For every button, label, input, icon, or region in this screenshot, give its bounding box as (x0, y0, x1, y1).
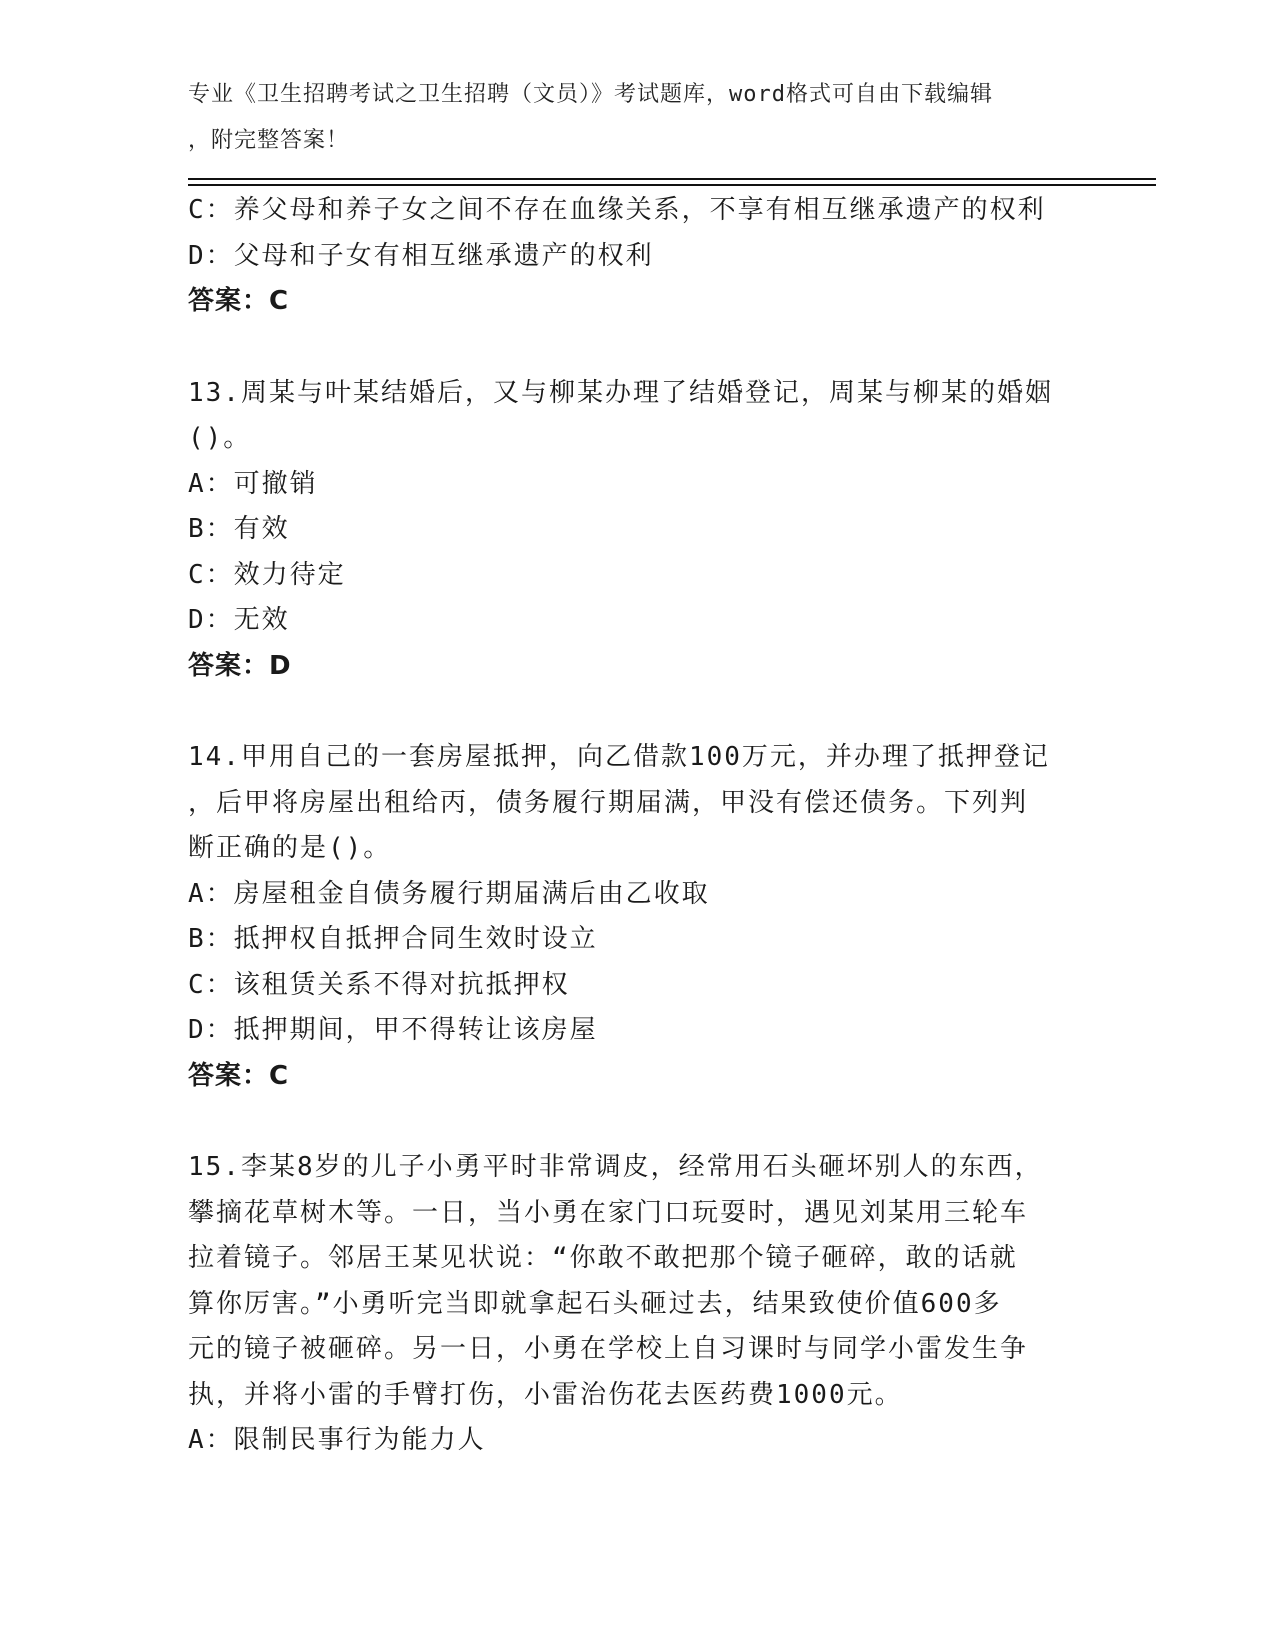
q15-stem-line-2: 攀摘花草树木等。一日，当小勇在家门口玩耍时，遇见刘某用三轮车 (188, 1197, 1029, 1228)
q13-option-a: A：可撤销 (188, 468, 318, 499)
header-divider-bottom (188, 184, 1156, 186)
question-14 (188, 735, 1088, 1099)
q13-option-c: C：效力待定 (188, 559, 346, 590)
question-13 (188, 371, 1088, 690)
q14-option-d: D：抵押期间，甲不得转让该房屋 (188, 1015, 598, 1045)
header-line-1: 专业《卫生招聘考试之卫生招聘（文员）》考试题库，word格式可自由下载编辑 (188, 82, 993, 107)
q13-option-d: D：无效 (188, 605, 290, 635)
q15-stem-line-3: 拉着镜子。邻居王某见状说：“你敢不敢把那个镜子砸碎，敢的话就 (188, 1243, 1018, 1273)
spacer (188, 689, 1088, 735)
q15-stem-line-6: 执，并将小雷的手臂打伤，小雷治伤花去医药费1000元。 (188, 1379, 903, 1410)
document-header (188, 72, 1068, 163)
header-divider-top (188, 178, 1156, 180)
spacer (188, 1099, 1088, 1145)
q14-option-c: C：该租赁关系不得对抗抵押权 (188, 969, 570, 1000)
q15-stem-line-5: 元的镜子被砸碎。另一日，小勇在学校上自习课时与同学小雷发生争 (188, 1334, 1029, 1364)
q14-option-a: A：房屋租金自债务履行期届满后由乙收取 (188, 878, 710, 909)
spacer (188, 325, 1088, 371)
q12-option-d: D：父母和子女有相互继承遗产的权利 (188, 240, 654, 271)
question-15 (188, 1145, 1088, 1464)
question-list (188, 188, 1088, 1464)
q12-option-c: C：养父母和养子女之间不存在血缘关系，不享有相互继承遗产的权利 (188, 195, 1046, 225)
q14-stem-line-1: 14.甲用自己的一套房屋抵押，向乙借款100万元，并办理了抵押登记 (188, 742, 1050, 772)
q13-answer: 答案：D (188, 650, 292, 681)
q14-answer: 答案：C (188, 1060, 290, 1091)
q15-option-a: A：限制民事行为能力人 (188, 1425, 486, 1455)
q14-option-b: B：抵押权自抵押合同生效时设立 (188, 924, 598, 954)
q15-stem-line-1: 15.李某8岁的儿子小勇平时非常调皮，经常用石头砸坏别人的东西， (188, 1152, 1043, 1182)
header-line-2: ，附完整答案！ (188, 127, 350, 153)
q13-stem-line-2: ()。 (188, 423, 252, 453)
q12-answer: 答案：C (188, 286, 290, 316)
q15-stem-line-4: 算你厉害。”小勇听完当即就拿起石头砸过去，结果致使价值600多 (188, 1288, 1002, 1319)
q14-stem-line-2: ，后甲将房屋出租给丙，债务履行期届满，甲没有偿还债务。下列判 (188, 787, 1029, 818)
q13-option-b: B：有效 (188, 514, 290, 544)
q13-stem-line-1: 13.周某与叶某结婚后，又与柳某办理了结婚登记，周某与柳某的婚姻 (188, 377, 1053, 408)
q14-stem-line-3: 断正确的是()。 (188, 833, 392, 863)
question-12 (188, 188, 1088, 325)
